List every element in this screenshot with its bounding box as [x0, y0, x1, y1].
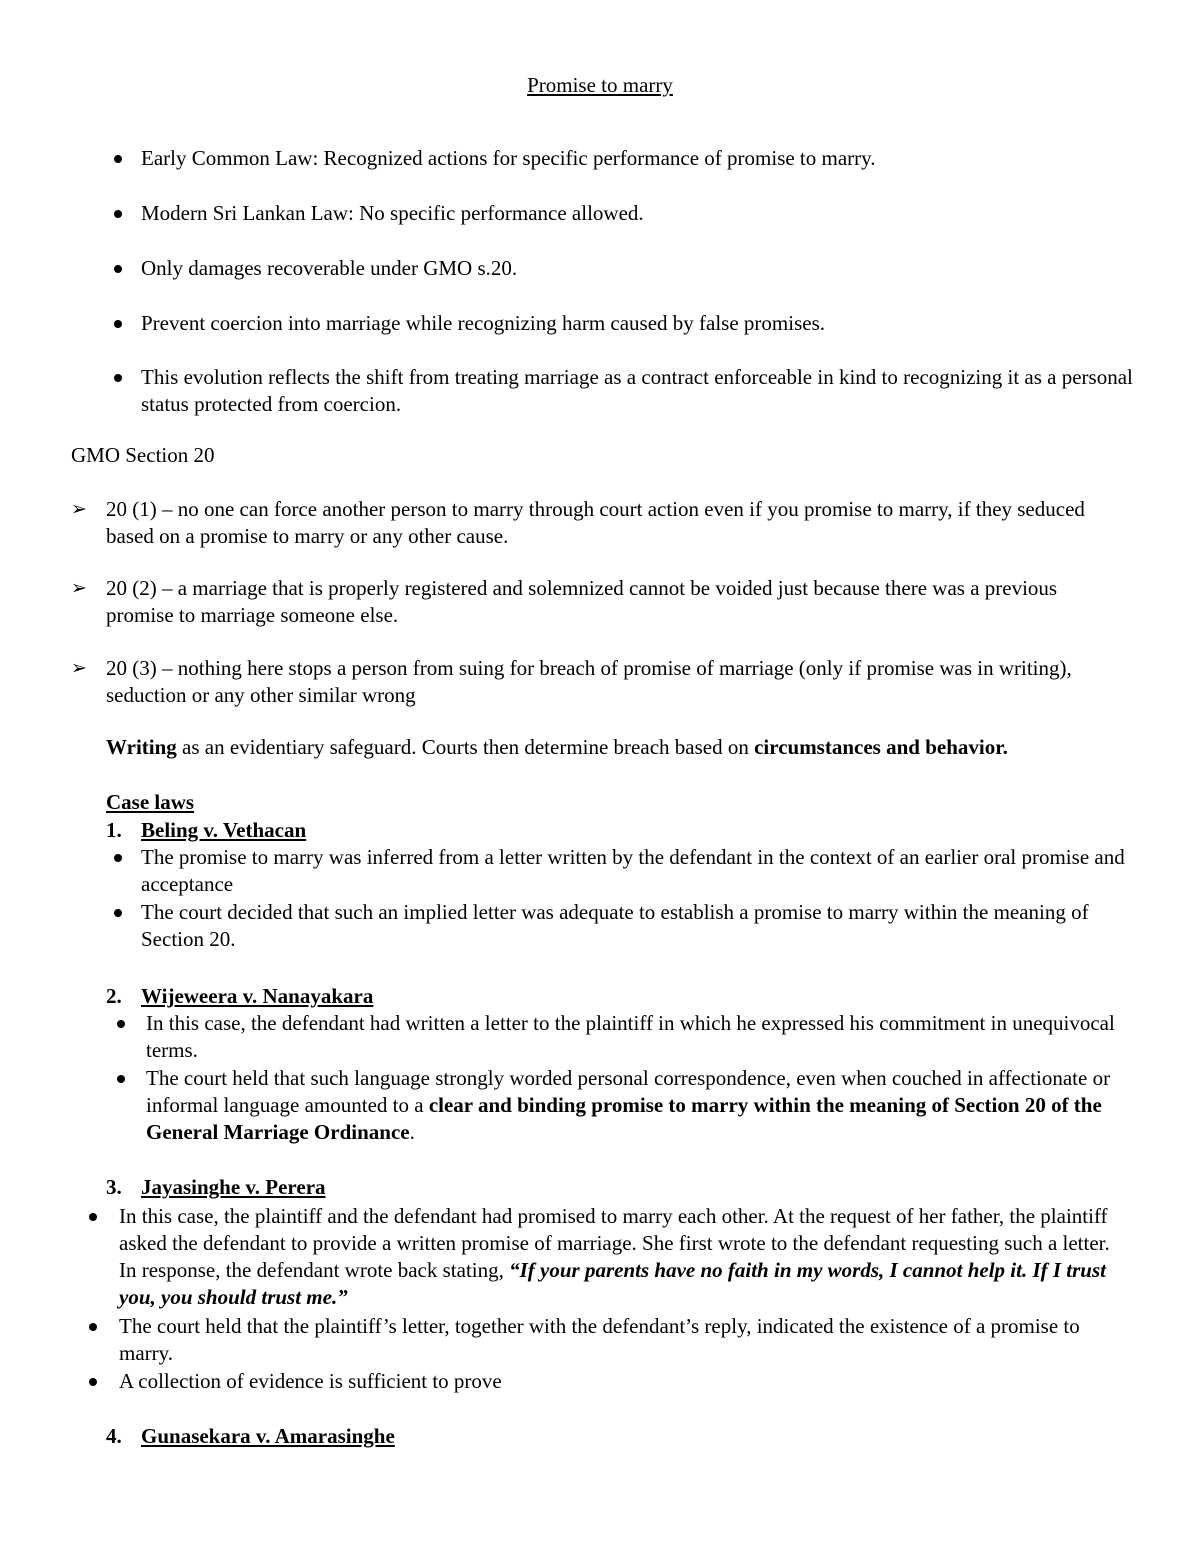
- case-number: 1.: [106, 818, 122, 842]
- gmo-item: 20 (1) – no one can force another person to marry through court action even if you promise to marry, if they seduced based on a promise to marry or any other cause.: [106, 497, 1085, 548]
- case-bullet: The promise to marry was inferred from a letter written by the defendant in the context of an earlier oral promise and acceptance: [141, 845, 1125, 896]
- case-bullet-bold: clear and binding promise to marry within the meaning of Section 20 of the General Marriage Ordinance: [146, 1093, 1102, 1144]
- case-bullet: A collection of evidence is sufficient to prove: [119, 1369, 502, 1393]
- bullet-icon: [114, 374, 122, 382]
- bullet-icon: [114, 210, 122, 218]
- case-number: 3.: [106, 1175, 122, 1199]
- bullet-icon: [117, 1075, 125, 1083]
- gmo-item: 20 (2) – a marriage that is properly registered and solemnized cannot be voided just because there was a previous promise to marriage someone else.: [106, 576, 1058, 627]
- intro-bullet: This evolution reflects the shift from treating marriage as a contract enforceable in kind to recognizing it as a personal status protected from coercion.: [141, 365, 1133, 416]
- bullet-icon: [114, 155, 122, 163]
- bullet-icon: [89, 1378, 97, 1386]
- case-bullet: [146, 1065, 1121, 1146]
- intro-bullet: Prevent coercion into marriage while recognizing harm caused by false promises.: [141, 311, 826, 335]
- page-title: Promise to marry: [527, 73, 673, 97]
- case-bullet-plain: The court held that such language strongly worded personal correspondence, even when couched in affectionate or informal language amounted to a: [146, 1066, 1111, 1117]
- arrow-bullet-icon: ➢: [71, 577, 87, 599]
- bullet-icon: [89, 1323, 97, 1331]
- case-name: Gunasekara v. Amarasinghe: [141, 1424, 395, 1448]
- case-name: Wijeweera v. Nanayakara: [141, 984, 374, 1008]
- bullet-icon: [114, 265, 122, 273]
- case-bullet-plain: In this case, the plaintiff and the defendant had promised to marry each other. At the request of her father, the plaintiff asked the defendant to provide a written promise of marriage. She first wrote to the defendant requesting such a letter. In response, the defendant wrote back stating,: [119, 1204, 1110, 1282]
- case-bullet: [119, 1203, 1129, 1311]
- writing-note: [106, 734, 1146, 761]
- case-bullet: The court decided that such an implied letter was adequate to establish a promise to marry within the meaning of Section 20.: [141, 900, 1089, 951]
- intro-bullet: Modern Sri Lankan Law: No specific performance allowed.: [141, 201, 644, 225]
- bullet-icon: [114, 854, 122, 862]
- case-bullet: The court held that the plaintiff’s letter, together with the defendant’s reply, indicated the existence of a promise to marry.: [119, 1314, 1080, 1365]
- bullet-icon: [89, 1213, 97, 1221]
- case-bullet-end: .: [409, 1120, 415, 1144]
- writing-note-middle: as an evidentiary safeguard. Courts then determine breach based on: [176, 735, 755, 759]
- intro-bullet: Early Common Law: Recognized actions for specific performance of promise to marry.: [141, 146, 876, 170]
- case-bullet-quote: “If your parents have no faith in my words, I cannot help it. If I trust you, you should trust me.”: [119, 1258, 1106, 1309]
- arrow-bullet-icon: ➢: [71, 498, 87, 520]
- intro-bullet: Only damages recoverable under GMO s.20.: [141, 256, 518, 280]
- bullet-icon: [114, 320, 122, 328]
- bullet-icon: [114, 909, 122, 917]
- case-number: 2.: [106, 984, 122, 1008]
- writing-note-bold-end: circumstances and behavior.: [754, 735, 1008, 759]
- writing-note-bold-start: Writing: [106, 735, 177, 759]
- case-name: Jayasinghe v. Perera: [141, 1175, 326, 1199]
- gmo-item: 20 (3) – nothing here stops a person from suing for breach of promise of marriage (only if promise was in writing), seduction or any other similar wrong: [106, 656, 1072, 707]
- case-name: Beling v. Vethacan: [141, 818, 307, 842]
- case-bullet: In this case, the defendant had written a letter to the plaintiff in which he expressed his commitment in unequivocal terms.: [146, 1011, 1115, 1062]
- section-heading: GMO Section 20: [71, 443, 215, 467]
- case-number: 4.: [106, 1424, 122, 1448]
- case-laws-heading: Case laws: [106, 790, 195, 814]
- arrow-bullet-icon: ➢: [71, 657, 87, 679]
- bullet-icon: [117, 1020, 125, 1028]
